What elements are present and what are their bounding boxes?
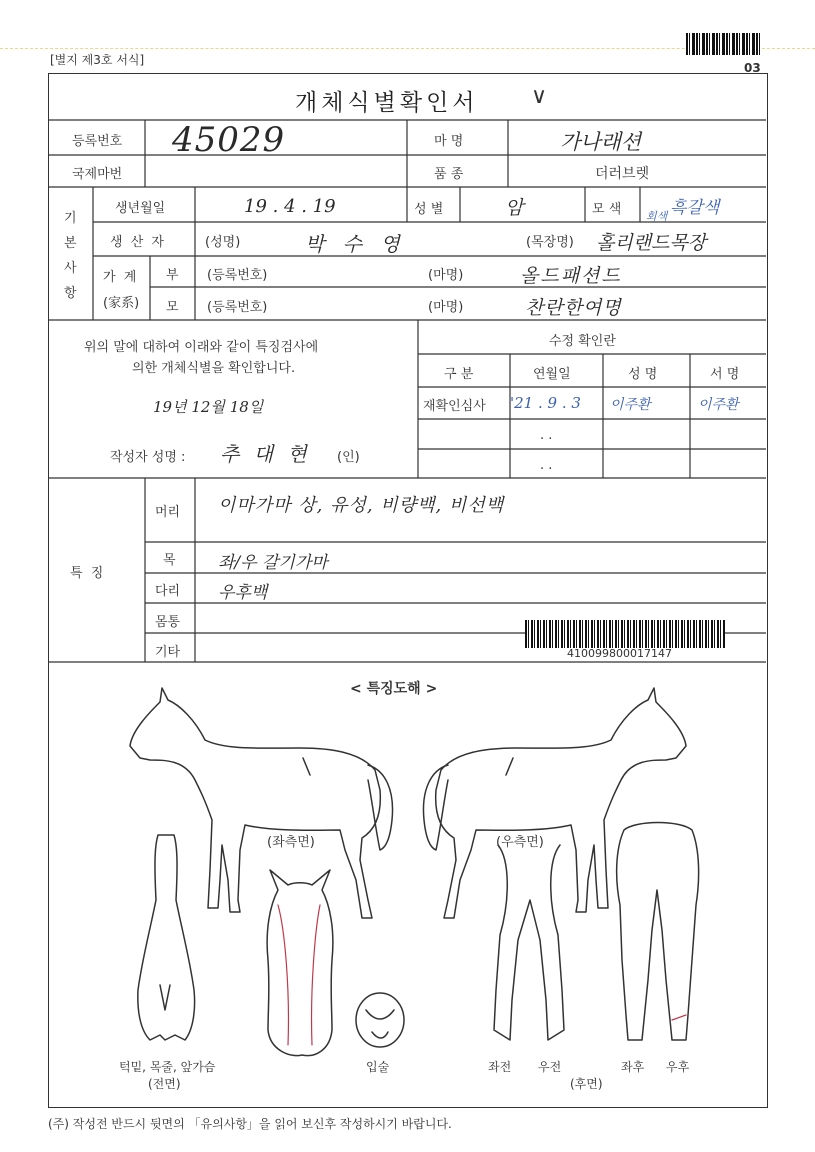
coat-color-value: 흑갈색: [670, 198, 720, 218]
rear-caption: (후면): [570, 1077, 603, 1091]
body-label: 몸통: [155, 615, 181, 630]
basic-label-2: 본: [64, 236, 77, 251]
head-value: 이마가마 상, 유성, 비량백, 비선백: [218, 495, 505, 516]
etc-label: 기타: [155, 645, 181, 660]
head-label: 머리: [155, 505, 181, 520]
col-date: 연월일: [533, 367, 571, 382]
col-category: 구 분: [444, 367, 474, 382]
horse-head-front: [267, 870, 333, 1056]
producer-label: 생 산 자: [110, 235, 166, 250]
sire-reg-sub: (등록번호): [207, 268, 268, 283]
horse-lips: [356, 993, 404, 1047]
writer-name: 추 대 현: [220, 442, 311, 466]
diagram-title: < 특징도해 >: [350, 681, 438, 697]
writer-label: 작성자 성명 :: [110, 450, 186, 465]
producer-name-value: 박 수 영: [305, 232, 406, 256]
lips-caption: 입술: [366, 1060, 390, 1074]
front-caption-2: (전면): [148, 1077, 181, 1091]
horse-hind-legs: [617, 823, 699, 1041]
horse-name-label: 마 명: [434, 134, 464, 149]
right-hind-caption: 우후: [666, 1060, 690, 1074]
sire-label: 부: [166, 268, 179, 283]
revision-title: 수정 확인란: [549, 334, 616, 349]
features-label: 특 징: [70, 566, 106, 581]
intl-no-label: 국제마번: [72, 167, 123, 182]
dam-name-value: 찬란한여명: [525, 297, 622, 319]
col-sign: 서 명: [710, 367, 740, 382]
basic-label-3: 사: [64, 261, 77, 276]
front-caption-1: 턱밑, 목줄, 앞가슴: [119, 1060, 216, 1074]
form-title: 개체식별확인서: [295, 90, 479, 116]
right-side-caption: (우측면): [496, 835, 544, 850]
sire-name-value: 올드패션드: [520, 265, 622, 287]
reg-no-value: 45029: [172, 120, 286, 160]
dam-reg-sub: (등록번호): [207, 300, 268, 315]
rev-row3-date: . .: [540, 458, 553, 473]
horse-left-side: [130, 688, 393, 918]
leg-value: 우후백: [218, 583, 268, 603]
dam-name-sub: (마명): [428, 300, 464, 315]
neck-label: 목: [163, 553, 176, 568]
page-code: 03: [744, 61, 761, 75]
left-fore-caption: 좌전: [488, 1060, 512, 1074]
left-hind-caption: 좌후: [621, 1060, 645, 1074]
coat-color-correction: 회색: [646, 210, 668, 223]
confirm-date: 19년 12월 18일: [153, 398, 264, 416]
horse-neck-front: [138, 835, 195, 1040]
rev-row1-date: '21 . 9 . 3: [510, 394, 581, 412]
leg-label: 다리: [155, 584, 181, 599]
sex-label: 성 별: [414, 202, 444, 217]
col-name: 성 명: [628, 367, 658, 382]
reg-no-label: 등록번호: [72, 134, 123, 149]
farm-name-sub: (목장명): [526, 235, 574, 250]
horse-right-side: [423, 688, 686, 918]
coat-color-label: 모 색: [592, 202, 622, 217]
barcode-number: 410099800017147: [567, 647, 672, 660]
statement-line1: 위의 말에 대하여 이래와 같이 특징검사에: [84, 340, 319, 355]
neck-value: 좌/우 갈기가마: [218, 553, 328, 573]
title-check-mark: ∨: [531, 84, 548, 109]
writer-seal: (인): [337, 450, 360, 465]
birth-value: 19 . 4 . 19: [244, 196, 336, 217]
farm-name-value: 홀리랜드목장: [596, 232, 707, 254]
footer-note: (주) 작성전 반드시 뒷면의 「유의사항」을 읽어 보신후 작성하시기 바랍니다.: [48, 1117, 452, 1131]
rev-row1-name: 이주환: [610, 397, 651, 413]
lineage-hanja: (家系): [103, 296, 140, 311]
left-side-caption: (좌측면): [267, 835, 315, 850]
form-number: [별지 제3호 서식]: [50, 53, 145, 67]
right-fore-caption: 우전: [538, 1060, 562, 1074]
basic-label-4: 항: [64, 286, 77, 301]
birth-label: 생년월일: [115, 201, 166, 216]
rev-row1-category: 재확인심사: [423, 399, 486, 414]
dam-label: 모: [166, 300, 179, 315]
statement-line2: 의한 개체식별을 확인합니다.: [132, 361, 296, 376]
rev-row1-sign: 이주환: [698, 397, 739, 413]
basic-label-1: 기: [64, 211, 77, 226]
breed-value: 더러브렛: [595, 166, 650, 182]
sex-value: 암: [505, 197, 524, 219]
horse-front-legs: [494, 845, 564, 1040]
breed-label: 품 종: [434, 167, 464, 182]
producer-name-sub: (성명): [205, 235, 241, 250]
horse-name-value: 가나래션: [560, 130, 642, 154]
lineage-label: 가 계: [103, 270, 139, 285]
rev-row2-date: . .: [540, 428, 553, 443]
sire-name-sub: (마명): [428, 268, 464, 283]
